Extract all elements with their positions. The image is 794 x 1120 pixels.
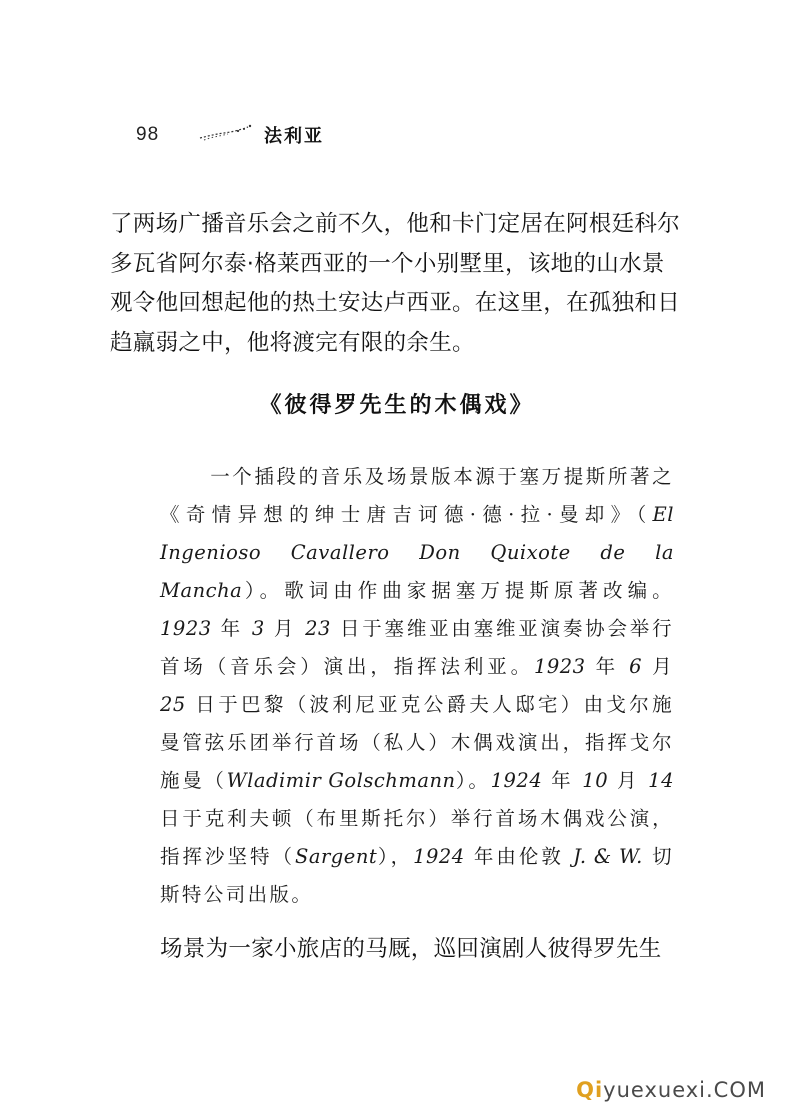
publisher-name: J. & W.	[573, 845, 643, 868]
conductor-name: Sargent	[294, 845, 378, 868]
body-paragraph-next: 场景为一家小旅店的马厩，巡回演剧人彼得罗先生	[160, 936, 662, 962]
running-title: 法利亚	[264, 126, 324, 147]
day: 23	[305, 617, 331, 640]
page-header	[136, 120, 656, 150]
note-text: 月	[264, 617, 306, 640]
note-text: 月	[608, 769, 649, 792]
note-text: 年	[211, 617, 252, 640]
year: 1923	[160, 617, 212, 640]
note-text: ）。歌词由作曲家据塞万提斯原著改编。	[242, 579, 674, 602]
month: 10	[582, 769, 609, 792]
month: 3	[251, 617, 265, 640]
conductor-name: Wladimir Golschmann	[226, 769, 456, 792]
note-text: 年	[585, 655, 630, 678]
note-text: 月	[642, 655, 674, 678]
year: 1924	[490, 769, 543, 792]
watermark-domain: yuexuexi.COM	[603, 1078, 766, 1102]
note-text: ），	[377, 845, 414, 868]
original-title: El Ingenioso Cavallero Don Quixote de la Mancha	[160, 503, 674, 602]
month: 6	[629, 655, 643, 678]
note-text: 年	[542, 769, 583, 792]
ornament-flourish-icon	[198, 122, 254, 144]
site-watermark	[576, 1078, 766, 1102]
day: 25	[160, 693, 186, 716]
section-title: 《彼得罗先生的木偶戏》	[259, 392, 535, 418]
year: 1923	[533, 655, 586, 678]
body-paragraph-continued: 了两场广播音乐会之前不久，他和卡门定居在阿根廷科尔多瓦省阿尔泰·格莱西亚的一个小别墅里，该地的山水景观令他回想起他的热土安达卢西亚。在这里，在孤独和日趋羸弱之中，他将渡完有限的余生。	[110, 211, 681, 356]
note-text: 日于巴黎（波利尼亚克公爵夫人邸宅）由戈尔施曼管弦乐团举行首场（私人）木偶戏演出，指挥戈尔施曼（	[160, 693, 674, 792]
page-number: 98	[136, 124, 160, 145]
note-text: ）。	[455, 769, 491, 792]
work-note-paragraph	[160, 458, 674, 914]
watermark-prefix: Qi	[576, 1078, 604, 1102]
note-text: 切斯特公司出版。	[160, 845, 674, 906]
note-text: 日于克利夫顿（布里斯托尔）举行首场木偶戏公演，指挥沙坚特（	[160, 807, 674, 868]
year: 1924	[413, 845, 465, 868]
note-text: 一个插段的音乐及场景版本源于塞万提斯所著之《奇情异想的绅士唐吉诃德·德·拉·曼却》（	[160, 465, 674, 526]
note-text: 年由伦敦	[464, 845, 574, 868]
day: 14	[648, 769, 674, 792]
note-text: 日于塞维亚由塞维亚演奏协会举行首场（音乐会）演出，指挥法利亚。	[160, 617, 674, 678]
